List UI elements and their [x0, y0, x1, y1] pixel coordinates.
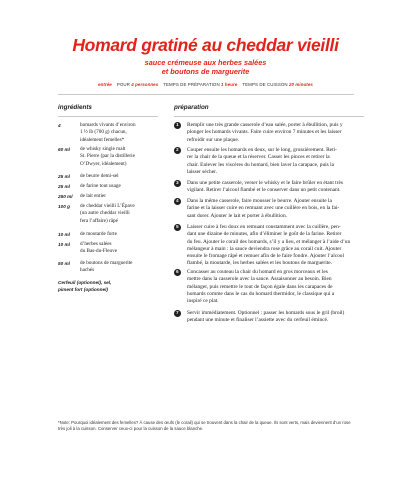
- ingredient-text: [80, 146, 162, 168]
- meta-category: entrée: [98, 82, 112, 87]
- step-text-line: rer la chair de la queue et la réserver. Casser les pinces et retirer la: [187, 154, 330, 161]
- step-text-line: Couper ensuite les homards en deux, sur le long, grossièrement. Reti-: [187, 147, 337, 153]
- ingredient-text: [80, 122, 162, 144]
- ingredient-text-line: d’herbes salées: [80, 241, 112, 247]
- step-text: [187, 180, 363, 195]
- step-number-badge: 1: [174, 122, 181, 129]
- step-text-line: Servir immédiatement. Optionnel : passer les homards sous le gril (broil): [187, 310, 345, 316]
- ingredient-quantity: 60 ml: [58, 147, 70, 152]
- subtitle-line-2: et boutons de marguerite: [161, 66, 250, 76]
- step-text-line: Dans une petite casserole, verser le whisky et le faire brûler en étant très: [187, 180, 343, 186]
- step-number-badge: 4: [174, 198, 181, 205]
- step-text: [187, 269, 363, 305]
- preparation-divider: [174, 116, 364, 117]
- step-text: [187, 122, 363, 144]
- meta-portions-label: POUR: [116, 82, 130, 87]
- preparation-heading: préparation: [174, 104, 209, 111]
- ingredient-text-line: de boutons de marguerite: [80, 260, 133, 266]
- meta-prep-label: TEMPS DE PRÉPARATION: [163, 82, 220, 87]
- ingredient-text-line: du Bas-du-Fleuve: [80, 248, 118, 255]
- ingredient-quantity: 250 ml: [58, 194, 73, 199]
- ingredient-quantity: 25 ml: [58, 184, 70, 189]
- ingredient-text-line: de moutarde forte: [80, 231, 117, 237]
- recipe-subtitle: [0, 59, 411, 76]
- step-text-line: mélangeur à main : la sauce deviendra rose grâce au corail cuit. Ajouter: [187, 245, 342, 252]
- ingredient-text-line: idéalement femelles*: [80, 136, 125, 143]
- step-text: [187, 147, 363, 176]
- step-text-line: farine et la laisser cuire en remuant avec une cuillère en bois, en la fai-: [187, 205, 340, 212]
- step-number-badge: 6: [174, 269, 181, 276]
- ingredient-text-line: homards vivants d’environ: [80, 122, 136, 128]
- ingredient-text: [80, 241, 162, 256]
- optional-line-1: Cerfeuil (optionnel), sel,: [58, 280, 112, 285]
- optional-line-2: piment fort (optionnel): [58, 287, 108, 293]
- ingredient-quantity: 100 g: [58, 204, 70, 209]
- ingredient-quantity: 4: [58, 123, 61, 128]
- ingredient-text-line: O’Dwyer, idéalement): [80, 160, 127, 167]
- step-text-line: du feu. Ajouter le corail des homards, s’il y a lieu, et mélanger à l’aide d’un: [187, 238, 351, 245]
- ingredient-quantity: 25 ml: [58, 174, 70, 179]
- step-text-line: sant dorer. Ajouter le lait et porter à ébullition.: [187, 212, 287, 219]
- ingredient-quantity: 50 ml: [58, 261, 70, 266]
- step-text-line: mélanger, puis remettre le tout de façon égale dans les carapaces de: [187, 283, 333, 290]
- meta-cook-label: TEMPS DE CUISSON: [242, 82, 288, 87]
- ingredient-text-line: hachés: [80, 267, 95, 274]
- ingredient-quantity: 10 ml: [58, 232, 70, 237]
- step-text-line: dant une dizaine de minutes, afin d’éliminer le goût de la farine. Retirer: [187, 231, 342, 238]
- step-number-badge: 5: [174, 224, 181, 231]
- recipe-title: Homard gratiné au cheddar vieilli: [72, 35, 339, 55]
- step-text-line: laisser sécher.: [187, 168, 217, 175]
- step-text: [187, 310, 363, 325]
- step-text-line: inspiré ce plat.: [187, 298, 219, 304]
- step-number-badge: 7: [174, 310, 181, 317]
- ingredients-optional: [58, 279, 168, 294]
- step-text-line: flambé, la moutarde, les herbes salées et les boutons de marguerite.: [187, 260, 332, 267]
- ingredient-text: [80, 231, 162, 238]
- footnote: [58, 420, 378, 432]
- step-text: [187, 224, 363, 268]
- step-text-line: homards comme dans le cas du homard thermidor, le classique qui a: [187, 290, 335, 297]
- step-text-line: Dans la même casserole, faire mousser le beurre. Ajouter ensuite la: [187, 198, 332, 204]
- ingredient-text-line: 1 ½ lb (700 g) chacun,: [80, 129, 127, 136]
- step-text-line: plonger les homards vivants. Faire cuire environ 7 minutes et les laisser: [187, 129, 342, 136]
- ingredient-quantity: 10 ml: [58, 242, 70, 247]
- step-number-badge: 3: [174, 180, 181, 187]
- ingredient-text-line: de whisky single malt: [80, 146, 126, 152]
- recipe-meta: [0, 82, 411, 87]
- step-text-line: refroidir sur une plaque.: [187, 136, 240, 143]
- ingredient-text-line: fera l’affaire) râpé: [80, 217, 118, 224]
- ingredient-text-line: (un autre cheddar vieilli: [80, 210, 130, 217]
- step-number-badge: 2: [174, 147, 181, 154]
- footnote-line-1: *Note: Pourquoi idéalement des femelles? À cause des œufs (le corail) qui se trouvent dans la chair de la queue. Ils sont verts, mais deviennent d’un rose: [58, 420, 351, 425]
- step-text-line: Laisser cuire à feu doux en remuant constamment avec la cuillère, pen-: [187, 224, 341, 230]
- step-text-line: Concasser au couteau la chair du homard en gros morceaux et les: [187, 269, 328, 275]
- footnote-line-2: très joli à la cuisson. Conserver ceux-ci pour la cuisson de la sauce blanche.: [58, 426, 204, 432]
- step-text-line: vigilant. Retirer l’alcool flambé et le conserver dans un petit contenant.: [187, 187, 341, 194]
- ingredient-text-line: St. Pierre (par la distillerie: [80, 153, 135, 160]
- meta-prep-value: 1 heure: [221, 82, 238, 87]
- ingredient-text: [80, 260, 162, 275]
- ingredient-text: [80, 183, 162, 190]
- ingredient-text-line: de cheddar vieilli L’Épave: [80, 203, 135, 209]
- ingredients-divider: [58, 116, 158, 117]
- meta-cook-value: 20 minutes: [288, 82, 313, 87]
- ingredient-text-line: de lait entier: [80, 193, 106, 199]
- ingredients-heading: ingrédients: [58, 104, 92, 111]
- step-text: [187, 198, 363, 220]
- step-text-line: chair. Enlever les viscères du homard, bien laver la carapace, puis la: [187, 161, 334, 168]
- step-text-line: pendant une minute et finaliser l’assiette avec du cerfeuil émincé.: [187, 317, 329, 324]
- step-text-line: ensuite le fromage râpé et remuer afin de le faire fondre. Ajouter l’alcool: [187, 253, 345, 259]
- step-text-line: Remplir une très grande casserole d’eau salée, porter à ébullition, puis y: [187, 122, 343, 128]
- meta-portions-value: 4 personnes: [131, 82, 159, 87]
- ingredient-text: [80, 203, 162, 225]
- subtitle-line-1: sauce crémeuse aux herbes salées: [144, 58, 267, 67]
- top-divider: [58, 94, 354, 95]
- ingredient-text-line: de beurre demi-sel: [80, 173, 119, 179]
- step-text-line: mettre dans la casserole avec la sauce. Assaisonner au besoin. Bien: [187, 276, 332, 283]
- ingredient-text-line: de farine tout usage: [80, 183, 121, 189]
- ingredient-text: [80, 173, 162, 180]
- ingredient-text: [80, 193, 162, 200]
